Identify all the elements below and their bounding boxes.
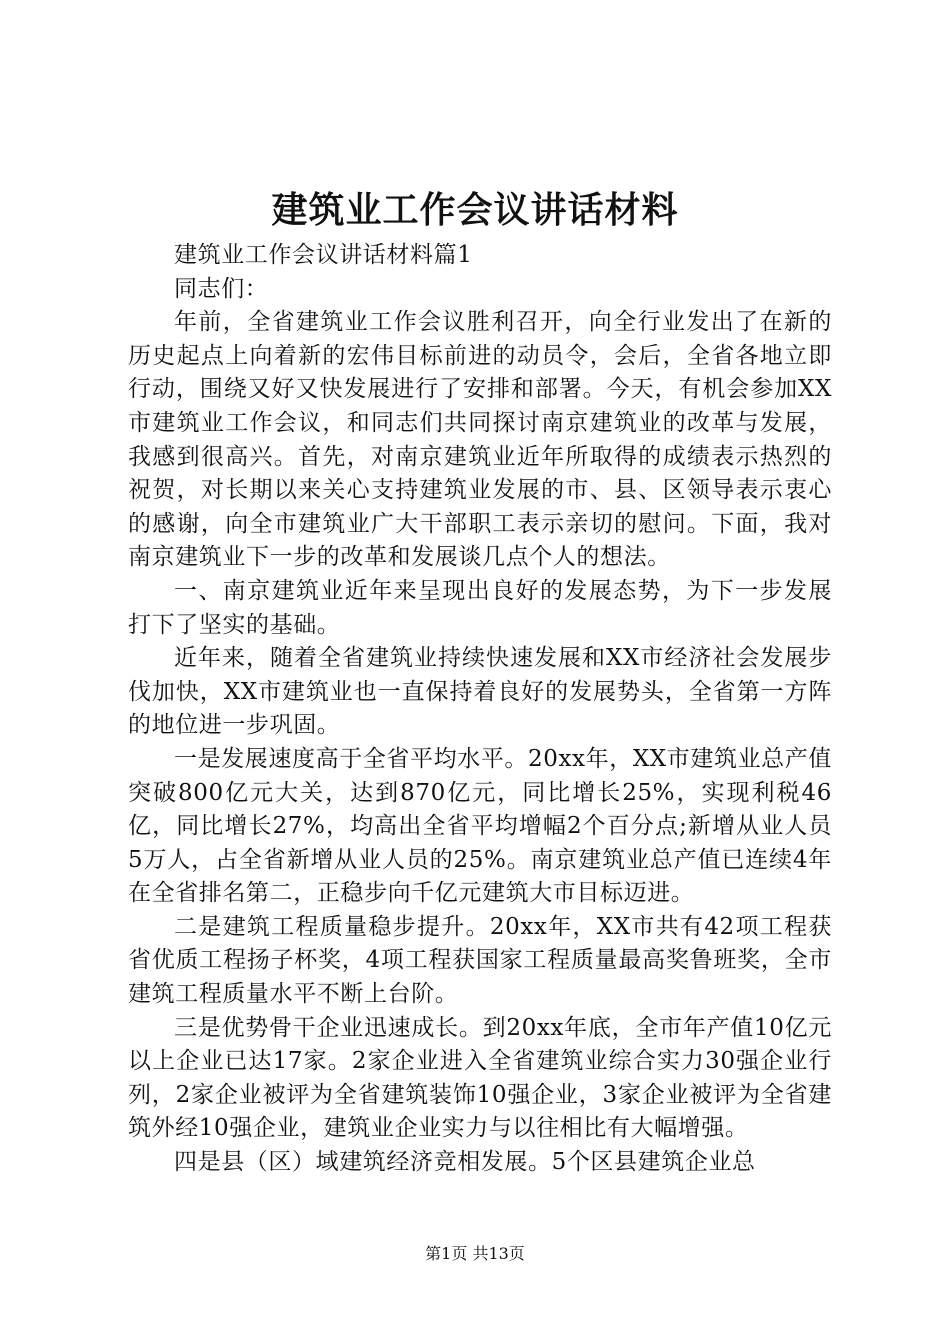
paragraph-heading: 建筑业工作会议讲话材料篇1 bbox=[174, 242, 473, 268]
paragraph-section-one: 一、南京建筑业近年来呈现出良好的发展态势，为下一步发展打下了坚实的基础。 bbox=[128, 577, 832, 638]
paragraph-overview: 近年来，随着全省建筑业持续快速发展和XX市经济社会发展步伐加快，XX市建筑业也一直保持着良好的发展势头，全省第一方阵的地位进一步巩固。 bbox=[128, 645, 832, 739]
paragraph-salutation: 同志们： bbox=[174, 275, 269, 302]
paragraph-intro: 年前，全省建筑业工作会议胜利召开，向全行业发出了在新的历史起点上向着新的宏伟目标前进的动员令，会后，全省各地立即行动，围绕又好又快发展进行了安排和部署。今天，有机会参加XX市建筑业工作会议，和同志们共同探讨南京建筑业的改革与发展，我感到很高兴。首先，对南京建筑业近年所取得的成绩表示热烈的祝贺，对长期以来关心支持建筑业发展的市、县、区领导表示衷心的感谢，向全市建筑业广大干部职工表示亲切的慰问。下面，我对南京建筑业下一步的改革和发展谈几点个人的想法。 bbox=[128, 309, 832, 571]
page-footer: 第1页 共13页 bbox=[425, 1244, 525, 1263]
paragraph-point-three: 三是优势骨干企业迅速成长。到20xx年底，全市年产值10亿元以上企业已达17家。2家企业进入全省建筑业综合实力30强企业行列，2家企业被评为全省建筑装饰10强企业，3家企业被评为全省建筑外经10强企业，建筑业企业实力与以往相比有大幅增强。 bbox=[128, 1014, 832, 1142]
paragraph-point-four: 四是县（区）域建筑经济竞相发展。5个区县建筑企业总 bbox=[174, 1149, 756, 1176]
paragraph-point-two: 二是建筑工程质量稳步提升。20xx年，XX市共有42项工程获省优质工程扬子杯奖，4项工程获国家工程质量最高奖鲁班奖，全市建筑工程质量水平不断上台阶。 bbox=[128, 913, 832, 1008]
document-body bbox=[128, 239, 832, 1180]
paragraph-point-one: 一是发展速度高于全省平均水平。20xx年，XX市建筑业总产值突破800亿元大关，达到870亿元，同比增长25%，实现利税46亿，同比增长27%，均高出全省平均增幅2个百分点;新增从业人员5万人，占全省新增从业人员的25%。南京建筑业总产值已连续4年在全省排名第二，正稳步向千亿元建筑大市目标迈进。 bbox=[128, 745, 832, 907]
document-title: 建筑业工作会议讲话材料 bbox=[271, 189, 679, 231]
